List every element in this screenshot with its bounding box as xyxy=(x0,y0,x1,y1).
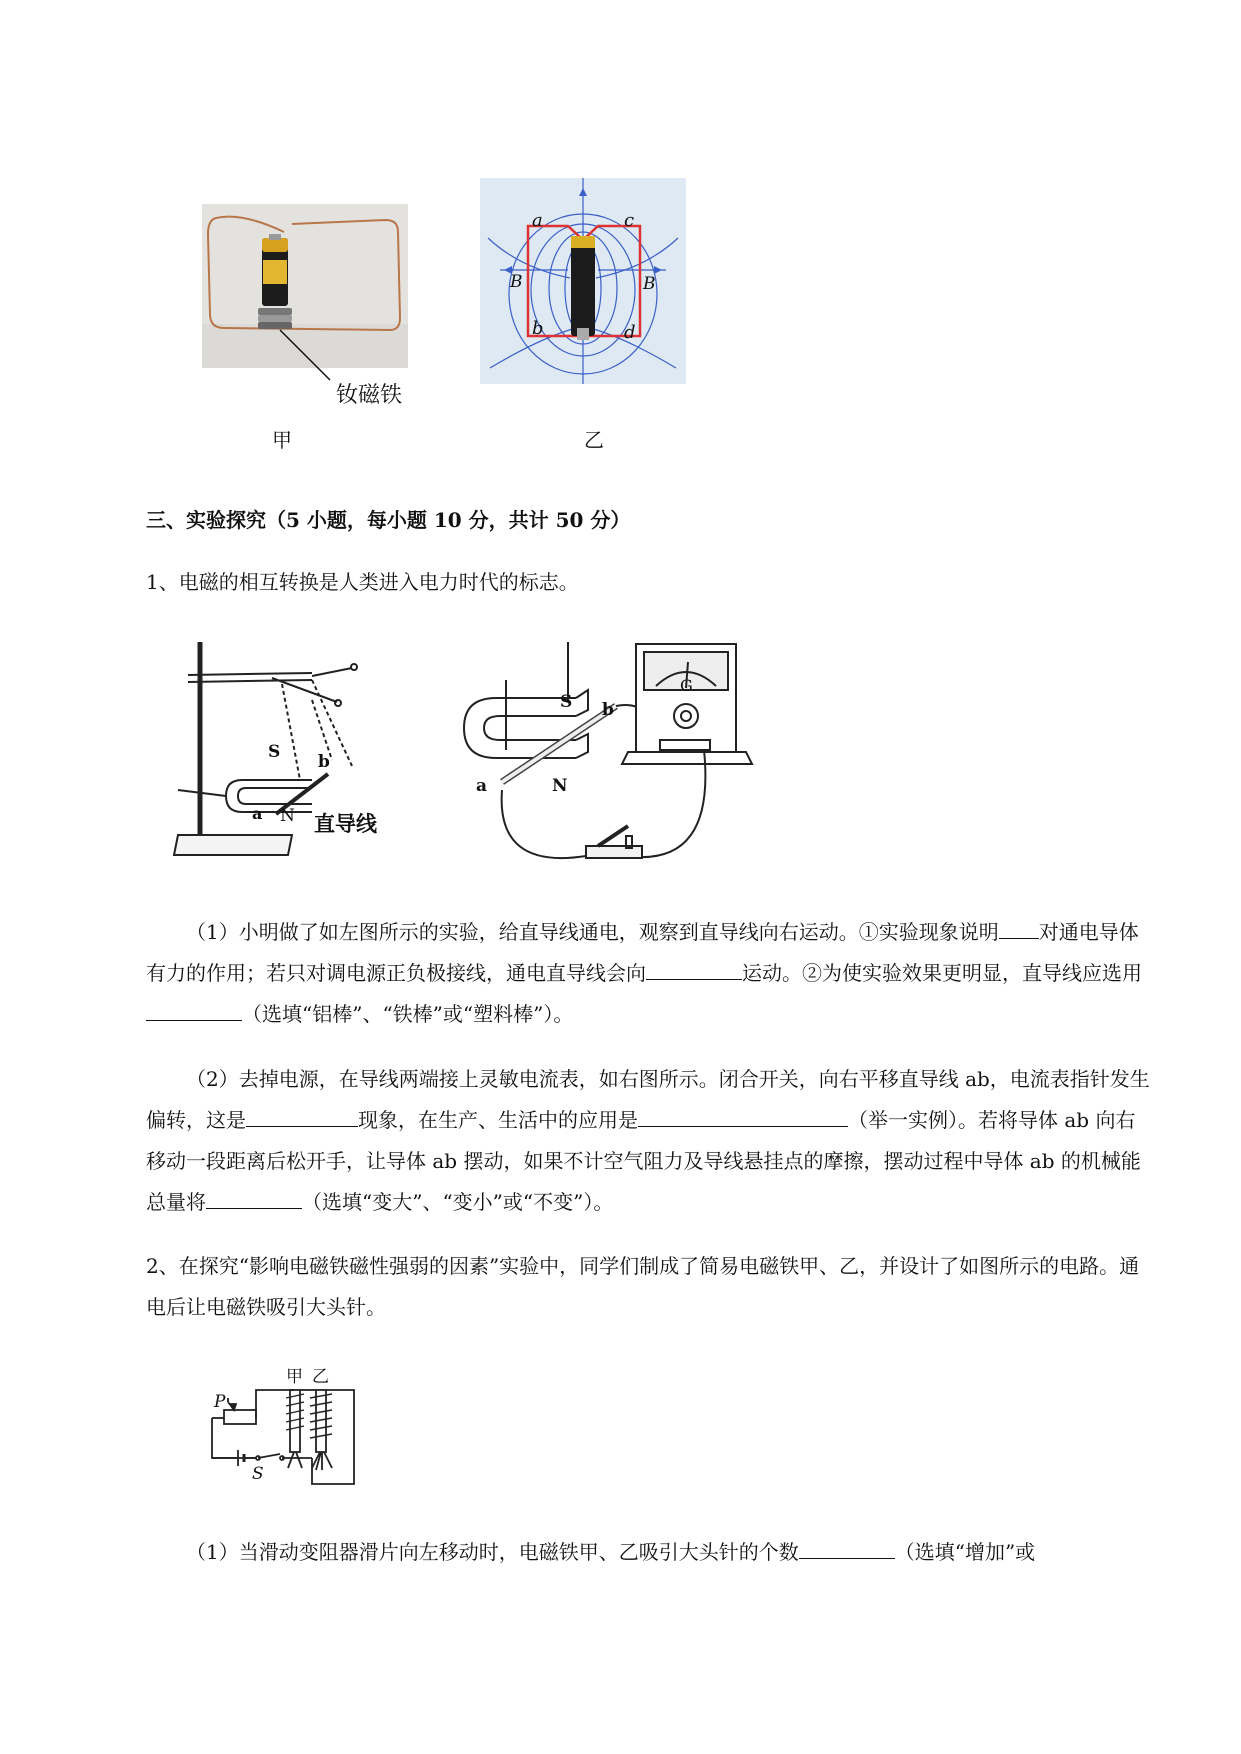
field-label-B-right: B xyxy=(643,274,656,294)
field-label-B-left: B xyxy=(510,272,523,292)
q1-part2-blank-1[interactable] xyxy=(246,1106,358,1127)
q2-part1-text-1: （1）当滑动变阻器滑片向左移动时，电磁铁甲、乙吸引大头针的个数 xyxy=(186,1540,799,1564)
q1-part1 xyxy=(146,912,1150,1035)
q1-part2-text-4: （选填“变大”、“变小”或“不变”）。 xyxy=(302,1190,614,1214)
caption-yi: 乙 xyxy=(584,428,604,452)
caption-jia: 甲 xyxy=(272,428,292,452)
q1-part1-text-2: 对通电导体有力的作用；若只对调电源正负极接线，通电直导线会向 xyxy=(146,920,1139,985)
q1-part1-blank-2[interactable] xyxy=(646,959,742,980)
q2-label-P: P xyxy=(214,1392,226,1412)
q2-stem: 2、在探究“影响电磁铁磁性强弱的因素”实验中，同学们制成了简易电磁铁甲、乙，并设计了如图所示的电路。通电后让电磁铁吸引大头针。 xyxy=(146,1254,1140,1319)
magnet-pointer-line xyxy=(278,328,338,388)
q1-part1-text-3: 运动。②为使实验效果更明显，直导线应选用 xyxy=(742,961,1142,985)
q2-part1-blank-1[interactable] xyxy=(799,1538,895,1559)
q1-part2-text-3: （举一实例）。若将导体 ab 向右移动一段距离后松开手，让导体 ab 摆动，如果不计空气阻力及导线悬挂点的摩擦，摆动过程中导体 ab 的机械能总量将 xyxy=(146,1108,1141,1214)
q1-part1-text-4: （选填“铝棒”、“铁棒”或“塑料棒”）。 xyxy=(242,1002,574,1026)
field-label-c: c xyxy=(624,210,635,231)
q1-right-N: N xyxy=(552,776,568,796)
q2-label-yi: 乙 xyxy=(312,1367,329,1387)
q1-right-a: a xyxy=(476,776,488,796)
q1-right-S: S xyxy=(560,692,573,712)
q1-part1-blank-1[interactable] xyxy=(999,918,1039,939)
q1-left-b: b xyxy=(318,752,330,772)
q1-right-b: b xyxy=(602,700,614,720)
field-label-b: b xyxy=(532,318,544,339)
q1-right-meter-G: G xyxy=(680,676,693,695)
field-label-d: d xyxy=(624,322,636,343)
q1-left-S: S xyxy=(268,742,281,762)
q1-left-N: N xyxy=(280,806,295,826)
q1-left-a: a xyxy=(252,804,263,823)
magnet-label: 钕磁铁 xyxy=(336,383,403,408)
section-heading: 三、实验探究（5 小题，每小题 10 分，共计 50 分） xyxy=(146,508,631,532)
field-label-a: a xyxy=(532,210,543,231)
q1-part2-text-1: （2）去掉电源，在导线两端接上灵敏电流表，如右图所示。闭合开关，向右平移直导线 ab，电流表指针发生偏转，这是 xyxy=(146,1067,1150,1132)
q1-part2-blank-2[interactable] xyxy=(638,1106,848,1127)
q2-label-S: S xyxy=(252,1464,264,1484)
q2-part1-text-2: （选填“增加”或 xyxy=(894,1540,1036,1564)
q1-figure-right xyxy=(456,640,776,880)
q1-part1-blank-3[interactable] xyxy=(146,1000,242,1021)
q2-part1 xyxy=(146,1532,1150,1573)
q1-part1-text-1: （1）小明做了如左图所示的实验，给直导线通电，观察到直导线向右运动。①实验现象说明 xyxy=(186,920,999,944)
q1-part2-text-2: 现象，在生产、生活中的应用是 xyxy=(358,1108,638,1132)
q1-left-wire-label: 直导线 xyxy=(314,812,377,836)
q1-stem: 1、电磁的相互转换是人类进入电力时代的标志。 xyxy=(146,570,579,594)
q1-part2-blank-3[interactable] xyxy=(206,1188,302,1209)
q2-label-jia: 甲 xyxy=(286,1367,303,1387)
q1-part2 xyxy=(146,1059,1150,1223)
